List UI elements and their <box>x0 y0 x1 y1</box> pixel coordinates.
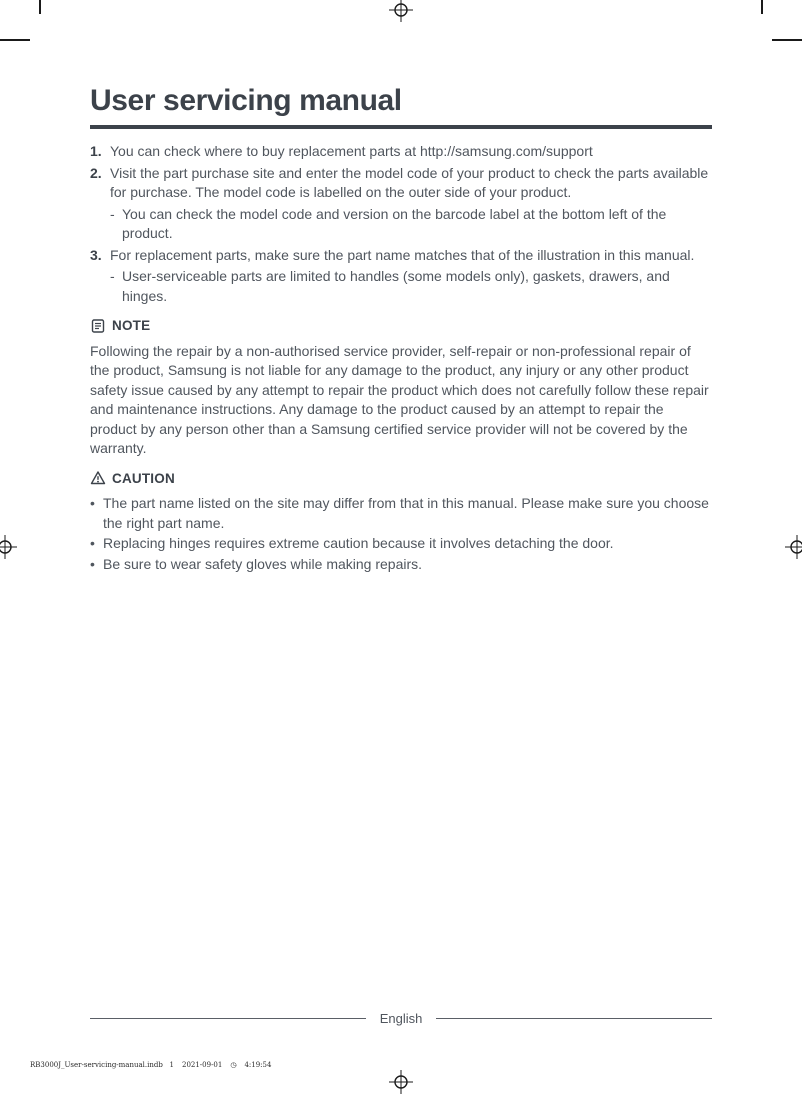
crop-mark-top-left-h <box>0 39 30 41</box>
page-title: User servicing manual <box>90 84 402 117</box>
bullet-glyph: • <box>90 555 95 572</box>
note-body: Following the repair by a non-authorised service provider, self-repair or non-professional repair of the product, Samsung is not liable for any damage to the product, any injury or any other product safety issue caused by any attempt to repair the product which does not carefully follow these repair and maintenance instructions. Any damage to the product caused by an attempt to repair the product by any person other than a Samsung certified service provider will not be covered by the warranty. <box>90 342 709 456</box>
caution-bullet-1-text: The part name listed on the site may differ from that in this manual. Please make sure you choose the right part name. <box>103 495 709 531</box>
page-footer <box>90 1011 712 1026</box>
crop-mark-top-right-v <box>761 0 763 14</box>
step-1 <box>90 142 712 162</box>
step-3-text: For replacement parts, make sure the part name matches that of the illustration in this manual. <box>110 246 695 263</box>
prepress-time: 4:19:54 <box>244 1061 272 1069</box>
caution-bullet-1 <box>90 494 712 533</box>
registration-mark-top-center <box>389 0 413 22</box>
step-2-subitem-text: You can check the model code and version on the barcode label at the bottom left of the product. <box>122 205 667 241</box>
warning-triangle-icon <box>90 470 106 486</box>
manual-content <box>90 84 712 575</box>
note-heading <box>90 316 712 336</box>
note-icon <box>90 318 106 334</box>
caution-bullet-3-text: Be sure to wear safety gloves while making repairs. <box>103 555 423 572</box>
note-label: NOTE <box>112 318 151 333</box>
crop-mark-top-left-v <box>39 0 41 14</box>
step-2-number: 2. <box>90 164 102 181</box>
step-3-number: 3. <box>90 246 102 263</box>
step-3-subitem-text: User-serviceable parts are limited to handles (some models only), gaskets, drawers, and hinges. <box>122 268 670 304</box>
prepress-info <box>30 1061 271 1069</box>
prepress-filename: RB3000J_User-servicing-manual.indb 1 <box>30 1061 174 1069</box>
step-3-subitem <box>90 267 712 306</box>
step-2-subitem <box>90 205 712 244</box>
caution-heading <box>90 469 712 489</box>
bullet-glyph: • <box>90 495 95 511</box>
step-2 <box>90 164 712 203</box>
crop-mark-top-right-h <box>772 39 802 41</box>
prepress-date: 2021-09-01 <box>181 1061 223 1069</box>
caution-bullet-2 <box>90 534 712 554</box>
caution-label: CAUTION <box>112 470 175 486</box>
step-2-text: Visit the part purchase site and enter the model code of your product to check the parts available for purchase. The model code is labelled on the outer side of your product. <box>110 164 709 200</box>
registration-mark-bottom-center <box>389 1070 413 1094</box>
step-1-text: You can check where to buy replacement parts at http://samsung.com/support <box>110 143 593 159</box>
registration-mark-right-middle <box>785 535 802 559</box>
dash-glyph: - <box>110 268 115 284</box>
footer-language-label: English <box>379 1011 423 1026</box>
bullet-glyph: • <box>90 535 95 551</box>
caution-bullet-3 <box>90 555 712 575</box>
step-3 <box>90 246 712 266</box>
footer-rule-left <box>90 1018 366 1019</box>
clock-icon: ◷ <box>230 1061 237 1069</box>
step-1-number: 1. <box>90 143 102 159</box>
dash-glyph: - <box>110 205 115 222</box>
footer-rule-right <box>436 1018 712 1019</box>
title-rule <box>90 125 712 129</box>
caution-bullet-2-text: Replacing hinges requires extreme caution because it involves detaching the door. <box>103 535 614 551</box>
registration-mark-left-middle <box>0 535 17 559</box>
